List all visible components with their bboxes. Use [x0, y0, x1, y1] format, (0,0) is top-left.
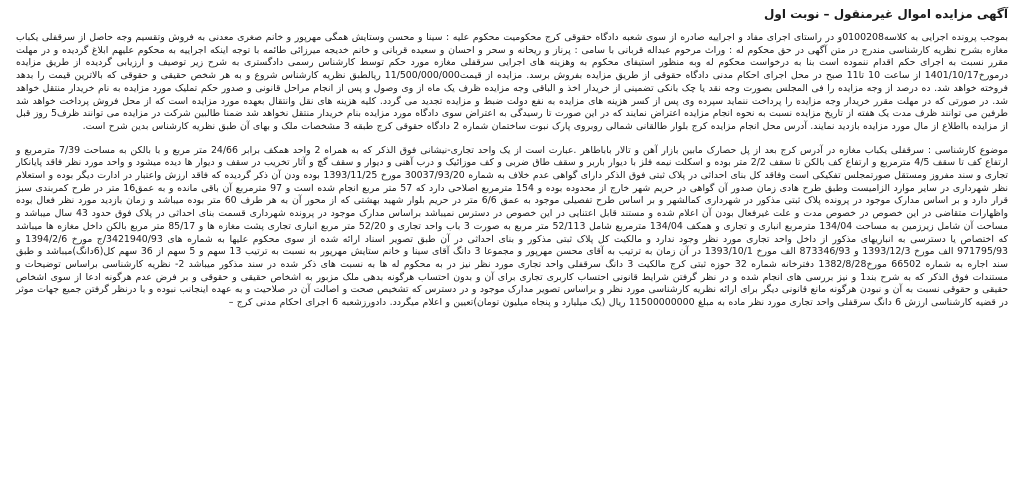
notice-title: آگهی مزایده اموال غیرمنقول – نوبت اول	[763, 7, 1008, 21]
notice-paragraph-expert-report: موضوع کارشناسی : سرقفلی یکباب مغازه در آدرس کرج بعد از پل حصارک مابین بازار آهن و تالار باباطاهر .عبارت است از یک واحد تجاری-نیشانی فوق الذکر که به همراه 2 واحد همکف برابر 24/66 متر مربع و با بالکن به مساحت 7/39 مترمربع و ارتفاع کف تا سقف 4/5 مترمربع و ارتفاع کف بالکن تا سقف 2/2 متر بوده و اسکلت نیمه فلز با دیوار باربر و سقف طاق ضربی و کف موزائیک و درب آهنی و دیوار و سقف گچ و آثار تخریب در سقف و دیوار ها دیده میشود و واحد مورد نظر فاقد پایانکار تجاری و سند مفروز ومستقل صورتمجلس تفکیکی است وفاقد کل بنای احداثی در پلاک ثبتی فوق الذکر دارای گواهی عدم خلاف به شماره 30037/93/20 مورخ 1393/11/25 بوده ودن آن ذکر گردیده که فاقد ارزش واعتبار در ادارت دیگر بوده و استعلام نظر شهرداری در سایر موارد الزامیست وطبق طرح هادی زمان صدور آن گواهی در حریم شهر خارج از محدوده بوده و 154 مترمربع اصلاحی دارد که 57 متر مربع انجام شده است و 97 مترمربع آن باقی مانده و به عمق16 متر در طرح کمربندی سبز قرار دارد و بر اساس مدارک موجود در پرونده پلاک ثبتی مذکور در شهرداری کمالشهر و بر اساس طرح تفصیلی موجود به عمق 6/6 متر در حریم بلوار شهید بهشتی که از محور آن به هر طرف 60 متر بوده میباشد و زمان بازدید مورد نظر فعال بوده واظهارات متقاضی در این خصوص در خصوص مدت و علت غیرفعال بودن آن اعلام شده و مستند قابل اعتنایی در این خصوص در دسترس نمیباشد براساس مدارک موجود در پرونده شهرداری قسمت بنای احداثی در پلاک فوق حدود 43 سال میباشد و مساحت آن شامل زیرزمین به مساحت 134/04 مترمربع انباری و تجاری و همکف 134/04 مترمربع شامل 52/113 متر مربع به صورت 3 باب واحد تجاری و 52/20 متر مربع انباری تجاری پشت مغازه ها و 85/17 متر مربع بالکن داخل مغازه ها میباشد که اختصاص یا دسترسی به انباریهای مذکور از داخل واحد تجاری مورد نظر وجود ندارد و مالکیت کل پلاک ثبتی مذکور و بنای احداثی در آن طبق تصویر اسناد ارائه شده از سوی محکوم علیها به شماره های 3421940/93/ج مورخ 1394/2/6 و 971795/93 الف مورخ 1393/12/3 و 873346/93 الف مورخ 1393/10/1 در آن زمان به ترتیب به آقای محسن مهرپور و مجموعا 3 دانگ آقای سینا و خانم ستایش مهرپور به نسبت به ترتیب 13 سهم و 5 سهم از 36 سهم کل(6دانگ)میباشد و طبق سند اجاره به شماره 66502 مورخ1382/8/28 دفترخانه شماره 32 حوزه ثبتی کرج مالکیت 3 دانگ سرقفلی واحد تجاری مورد نظر نیز در به محکوم له ها به نسبت های ذکر شده در سند مذکور میباشد 2- نظریه کارشناسی براساس توضیحات و مستندات فوق الذکر که به شرح بند1 و نیز بررسی های انجام شده و در نظر گرفتن شرایط قانونی احتساب کاربری تجاری برای آن و بدون احتساب هرگونه بدهی ملک مزبور به اشخاص حقیقی و حقوقی و بر فرض عدم هرگونه ادعا از سوی اشخاص حقیقی و حقوقی نسبت به آن و نبودن هرگونه مانع قانونی دیگر برای ارائه نظریه کارشناسی مورد نظر و براساس تصویر مدارک موجود و در دسترس که تشخیص صحت و اصالت آن در صلاحیت و به عهده اینجانب نبوده و با درنظر گرفتن جمیع جهات موثر در قضیه کارشناسی ارزش 6 دانگ سرقفلی واحد تجاری مورد نظر ماده به مبلغ 11500000000 ریال (یک میلیارد و پنجاه میلیون تومان)تعیین و اعلام میگردد. دادورزشعبه 6 اجرای احکام مدنی کرج –	[16, 144, 1009, 309]
notice-paragraph-auction-terms: بموجب پرونده اجرایی به کلاسه0100208و در راستای اجرای مفاد و اجراییه صادره از سوی شعبه دادگاه حقوقی کرج محکومیت محکوم علیه : سینا و محسن وستایش همگی مهرپور و خانم صغری معدنی به فروش وتقسیم وجه حاصل از سرقفلی یکباب مغازه بشرح نظریه کارشناسی مندرج در متن آگهی در حق محکوم له : وراث مرحوم عبداله قربانی با سامی : پرناز و ریحانه و سحر و احسان و سعیده قربانی و خانم خدیجه میرزائی طائمه با توجه اینکه اجراییه به محکوم علیهم ابلاغ گردیده و در مهلت مقرر نسبت به اجرای حکم اقدام ننموده است بنا به درخواست محکوم له وبه منظور استیفای محکوم به وهزینه های اجرایی سرقفلی مغازه مورد حکم توسط کارشناس رسمی دادگستری به شرح زیر توصیف و ارزیابی گردیده از طریق مزایده درمورخ1401/10/17 از ساعت 10 تا11 صبح در محل اجرای احکام مدنی دادگاه حقوقی از طریق مزایده بفروش برسد. مزایده از قیمت11/500/000/000 ریالطبق نظریه کارشناس شروع و به هر شخص حقیقی و حقوقی که بالاترین قیمت را بدهد فروخته خواهد شد. ده درصد از وجه مزایده را فی المجلس بصورت وجه نقد یا چک بانکی تضمینی از خریدار اخذ و الباقی وجه مزایده ظرف یک ماه از وی وصول و پس از انجام مراحل قانونی و صدور حکم تملیک مورد مزایده به نام خریدار منتقل خواهد شد. در صورتی که در مهلت مقرر خریدار وجه مزایده را پرداخت ننماید سپرده وی پس از کسر هزینه های مزایده به نفع دولت ضبط و مزایده تجدید می گردد. کلیه هزینه های نقل وانتقال بعهده مورد مزایده است که از محل فروش پرداخت خواهد شد طرفین می توانند ظرف مدت یک هفته از تاریخ مزایده نسبت به نحوه انجام مزایده اعتراض نمایند که در این صورت تا رسیدگی به اعتراض سوی دادگاه مورد مزایده بنام خریدار منتقل نخواهد شد ضمنا طالبین شرکت در مزایده می توانند ظرف5 روز قبل از مزایده بااطلاع از مال مورد مزایده بازدید نمایند. آدرس محل انجام مزایده کرج بلوار طالقانی شمالی روبروی پارک نبوت ساختمان شماره 2 دادگاه حقوقی کرج طبقه 3 مشخصات ملک و بهای آن طبق نظریه کارشناس بدین شرح است.	[16, 32, 1008, 132]
